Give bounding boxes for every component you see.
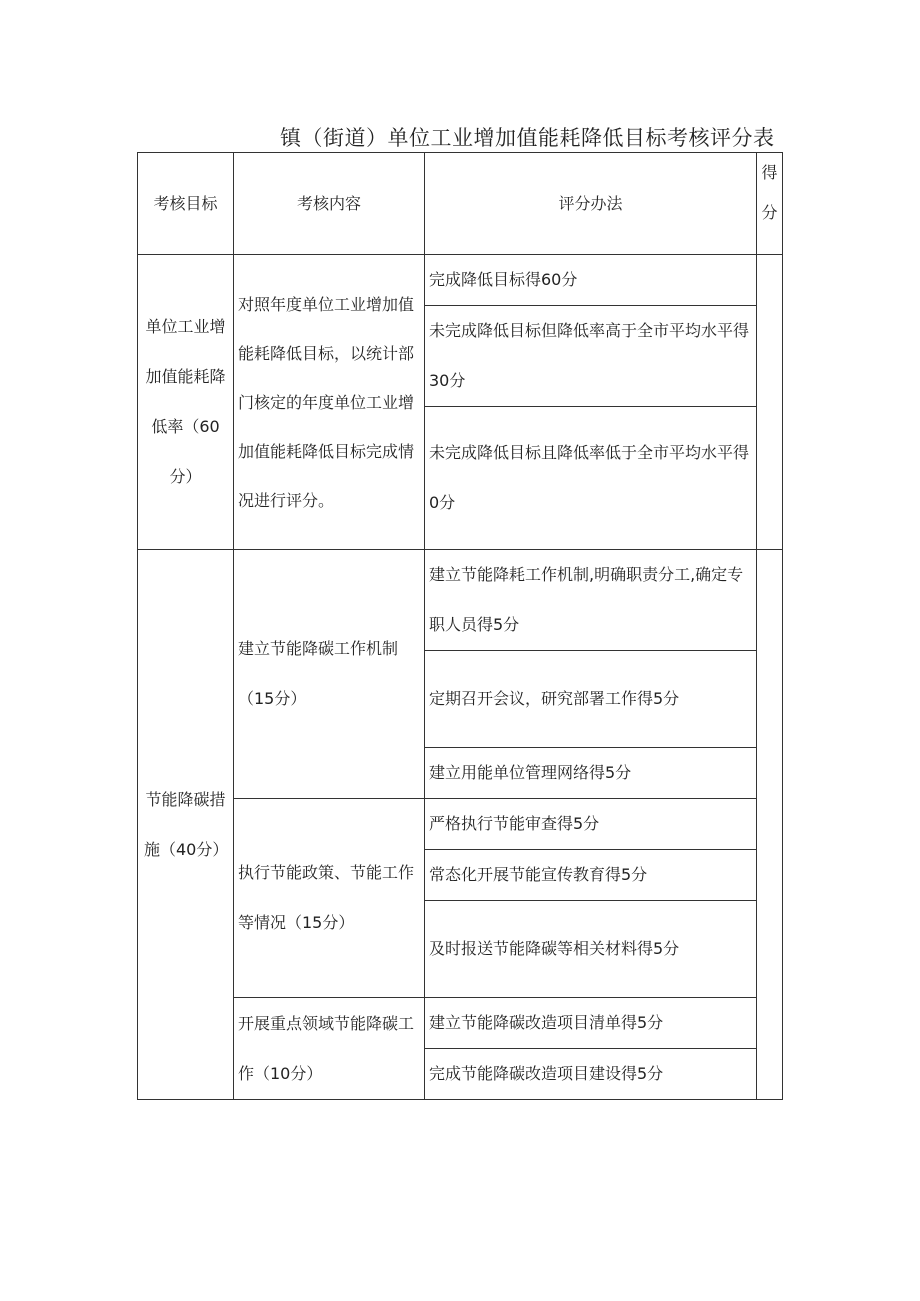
section1-content: 对照年度单位工业增加值能耗降低目标，以统计部门核定的年度单位工业增加值能耗降低目标完成情况进行评分。: [238, 294, 415, 510]
section2-group2-content-cell: [234, 799, 425, 998]
section2-group1-method-2-text: 定期召开会议，研究部署工作得5分: [429, 689, 680, 708]
table-row: [138, 255, 783, 306]
header-method: 评分办法: [425, 153, 757, 255]
section2-goal: 节能降碳措施（40分）: [144, 789, 229, 859]
section1-method-2: [425, 306, 757, 407]
section1-method-2-text: 未完成降低目标但降低率高于全市平均水平得30分: [429, 321, 750, 390]
section2-group2-method-3-text: 及时报送节能降碳等相关材料得5分: [429, 939, 680, 958]
section1-goal: 单位工业增加值能耗降低率（60分）: [145, 317, 226, 486]
header-score-top: 得: [761, 163, 778, 182]
section1-method-1: 完成降低目标得60分: [425, 255, 757, 306]
section2-group3-method-2: 完成节能降碳改造项目建设得5分: [425, 1049, 757, 1100]
section2-group1-method-2: [425, 651, 757, 748]
section1-goal-cell: [138, 255, 234, 550]
section2-group2-content: 执行节能政策、节能工作等情况（15分）: [238, 863, 415, 932]
header-row: [138, 153, 783, 255]
header-goal: 考核目标: [138, 153, 234, 255]
section2-group1-content: 建立节能降碳工作机制（15分）: [238, 639, 399, 708]
score-table: [137, 152, 783, 1100]
section1-method-3-text: 未完成降低目标且降低率低于全市平均水平得0分: [429, 443, 750, 512]
table-row: [138, 799, 783, 850]
header-score-bottom: 分: [761, 203, 778, 222]
section2-group1-method-3: 建立用能单位管理网络得5分: [425, 748, 757, 799]
header-content: 考核内容: [234, 153, 425, 255]
section2-group3-method-1: 建立节能降碳改造项目清单得5分: [425, 998, 757, 1049]
section2-group1-method-1-text: 建立节能降耗工作机制,明确职责分工,确定专职人员得5分: [429, 565, 744, 634]
table-title: 镇（街道）单位工业增加值能耗降低目标考核评分表: [280, 126, 775, 150]
section2-score-cell[interactable]: [757, 550, 783, 1100]
section2-goal-cell: [138, 550, 234, 1100]
header-score: [757, 153, 783, 255]
section2-group2-method-1: 严格执行节能审查得5分: [425, 799, 757, 850]
table-row: [138, 998, 783, 1049]
section1-content-cell: [234, 255, 425, 550]
section2-group1-method-1: [425, 550, 757, 651]
section2-group1-content-cell: [234, 550, 425, 799]
section2-group3-content: 开展重点领域节能降碳工作（10分）: [238, 1013, 415, 1083]
section2-group2-method-3: [425, 901, 757, 998]
section1-score-cell[interactable]: [757, 255, 783, 550]
section2-group3-content-cell: [234, 998, 425, 1100]
section1-method-3: [425, 407, 757, 550]
table-row: [138, 550, 783, 651]
section2-group2-method-2: 常态化开展节能宣传教育得5分: [425, 850, 757, 901]
